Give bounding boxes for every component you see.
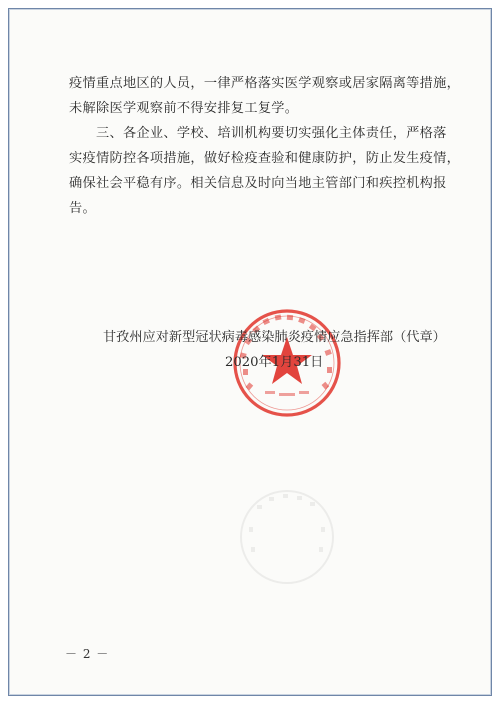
issue-date: 2020年1月31日 [225,355,324,370]
issuer-name: 甘孜州应对新型冠状病毒感染肺炎疫情应急指挥部（代章） [103,330,446,345]
document-page [8,8,492,696]
paragraph-line: 疫情重点地区的人员，一律严格落实医学观察或居家隔离等措施， [69,76,461,91]
paragraph-line: 三、各企业、学校、培训机构要切实强化主体责任，严格落 [69,126,447,141]
paragraph-line: 实疫情防控各项措施，做好检疫查验和健康防护，防止发生疫情， [69,151,461,166]
paragraph-line: 未解除医学观察前不得安排复工复学。 [69,101,299,116]
page-number: － 2 － [65,647,110,661]
document-body [69,71,461,221]
paragraph-line: 确保社会平稳有序。相关信息及时向当地主管部门和疾控机构报 [69,176,447,191]
seal-bleed-through-icon [237,487,337,587]
signature-block [89,325,469,375]
paragraph-line: 告。 [69,201,96,216]
